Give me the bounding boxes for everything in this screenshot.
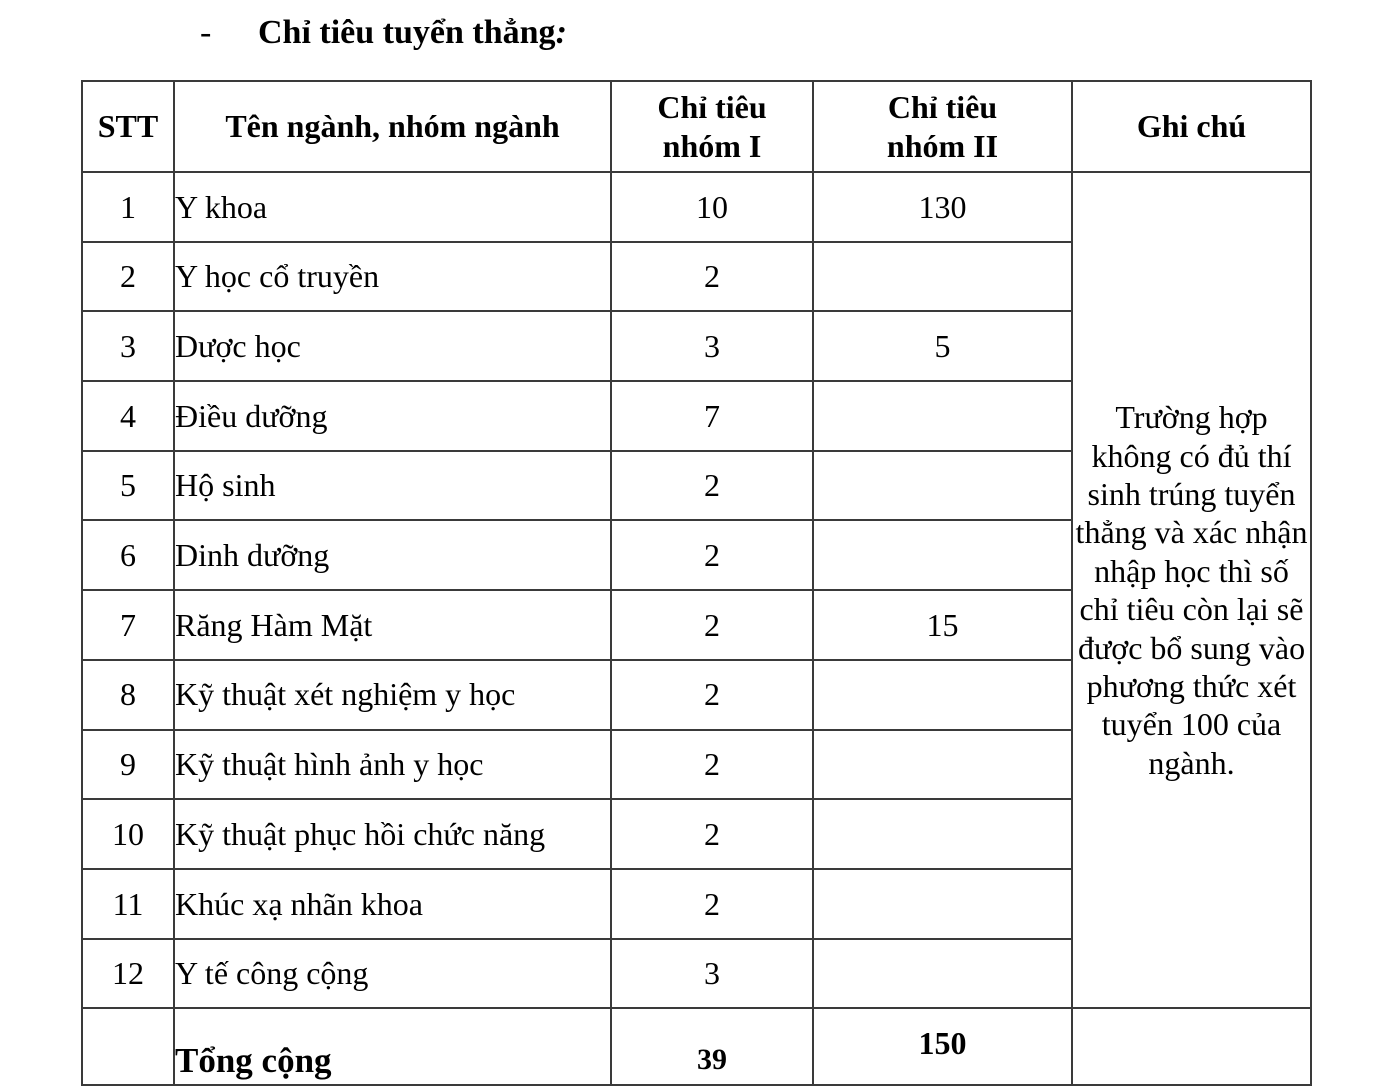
cell-stt: 6 [82,520,174,590]
cell-name: Y học cổ truyền [174,242,611,312]
total-group1: 39 [611,1008,813,1085]
cell-group2 [813,451,1072,521]
cell-stt: 9 [82,730,174,800]
cell-name: Dược học [174,311,611,381]
cell-name: Dinh dưỡng [174,520,611,590]
cell-stt: 5 [82,451,174,521]
cell-group2 [813,939,1072,1009]
cell-name: Hộ sinh [174,451,611,521]
cell-stt-empty [82,1008,174,1085]
total-label: Tổng cộng [174,1008,611,1085]
cell-group1: 2 [611,869,813,939]
cell-stt: 7 [82,590,174,660]
cell-stt: 4 [82,381,174,451]
cell-group1: 7 [611,381,813,451]
quota-table [81,80,1312,1086]
cell-name: Kỹ thuật hình ảnh y học [174,730,611,800]
header-group2-line2: nhóm II [886,127,999,164]
cell-group1: 3 [611,311,813,381]
cell-group2 [813,242,1072,312]
header-name: Tên ngành, nhóm ngành [174,81,611,172]
cell-name: Điều dưỡng [174,381,611,451]
cell-group2: 15 [813,590,1072,660]
cell-name: Y khoa [174,172,611,242]
cell-group1: 2 [611,520,813,590]
header-group2 [813,81,1072,172]
cell-stt: 3 [82,311,174,381]
cell-group2 [813,660,1072,730]
cell-name: Kỹ thuật phục hồi chức năng [174,799,611,869]
total-row [82,1008,1311,1085]
heading-bullet: - [200,14,212,51]
header-group1-line2: nhóm I [662,127,762,164]
cell-group1: 2 [611,799,813,869]
header-group1 [611,81,813,172]
cell-group1: 2 [611,730,813,800]
cell-group1: 2 [611,660,813,730]
cell-stt: 2 [82,242,174,312]
heading-colon: : [555,14,567,51]
header-group2-line1: Chỉ tiêu [887,89,998,126]
cell-group1: 2 [611,451,813,521]
cell-group2: 130 [813,172,1072,242]
cell-stt: 1 [82,172,174,242]
cell-group2 [813,381,1072,451]
cell-stt: 11 [82,869,174,939]
header-note: Ghi chú [1072,81,1311,172]
cell-stt: 8 [82,660,174,730]
cell-note-empty [1072,1008,1311,1085]
cell-name: Kỹ thuật xét nghiệm y học [174,660,611,730]
cell-name: Răng Hàm Mặt [174,590,611,660]
cell-name: Khúc xạ nhãn khoa [174,869,611,939]
cell-group1: 10 [611,172,813,242]
table-row [82,172,1311,242]
cell-group2 [813,520,1072,590]
header-stt: STT [82,81,174,172]
cell-group1: 2 [611,242,813,312]
total-group2: 150 [813,1008,1072,1085]
cell-group1: 2 [611,590,813,660]
cell-group2 [813,799,1072,869]
cell-group2: 5 [813,311,1072,381]
cell-group2 [813,730,1072,800]
cell-stt: 12 [82,939,174,1009]
header-group1-line1: Chỉ tiêu [657,89,767,126]
cell-group1: 3 [611,939,813,1009]
section-heading [200,8,567,58]
cell-note: Trường hợp không có đủ thí sinh trúng tuyển thẳng và xác nhận nhập học thì số chỉ tiêu còn lại sẽ được bổ sung vào phương thức xét tuyển 100 của ngành. [1072,172,1311,1008]
cell-group2 [813,869,1072,939]
cell-stt: 10 [82,799,174,869]
cell-name: Y tế công cộng [174,939,611,1009]
heading-title: Chỉ tiêu tuyển thẳng [258,14,556,51]
table-header-row [82,81,1311,172]
